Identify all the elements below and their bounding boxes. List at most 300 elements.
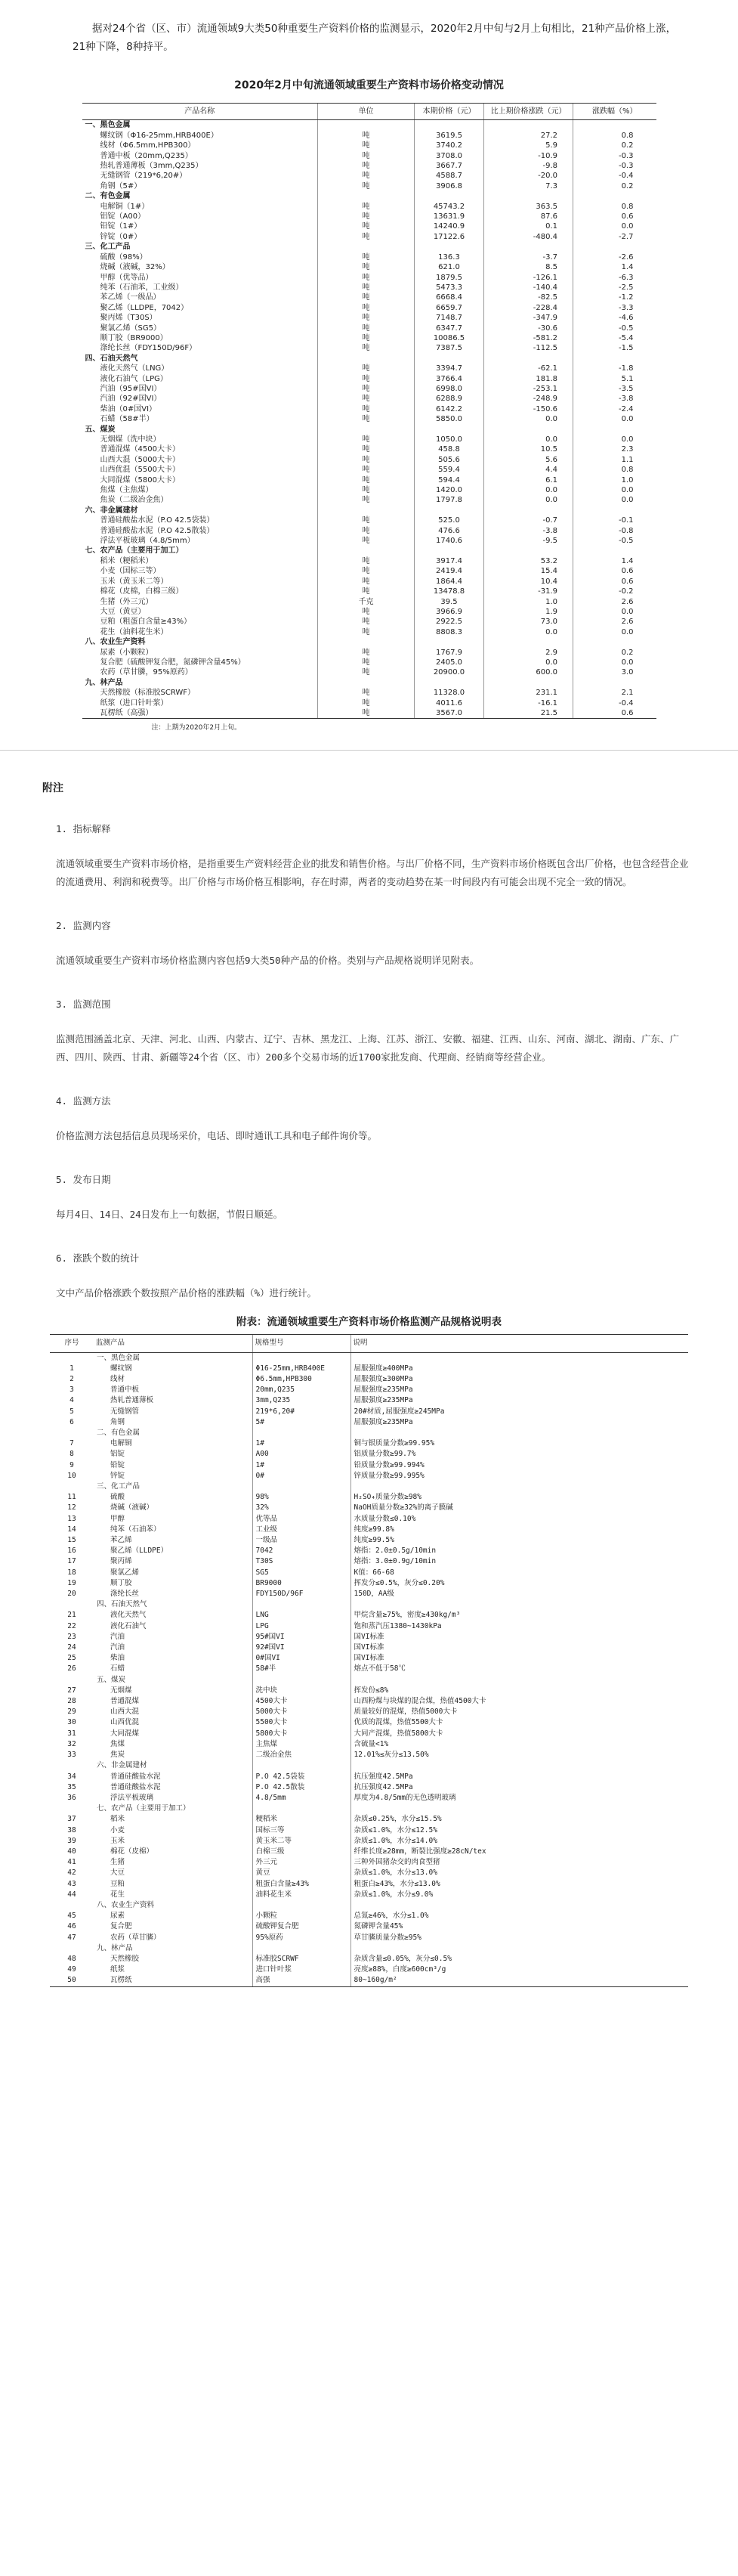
index-cell: 28: [67, 1697, 76, 1706]
spec-cell: 油料花生米: [252, 1890, 350, 1900]
pct-cell: 1.0: [573, 475, 656, 485]
table-row: [82, 414, 656, 424]
index-cell: 41: [67, 1858, 76, 1867]
unit-cell: 吨: [318, 627, 415, 637]
unit-cell: 吨: [318, 313, 415, 323]
pct-cell: -0.1: [573, 516, 656, 525]
unit-cell: 吨: [318, 324, 415, 333]
product-name-cell: 豆粕: [110, 1879, 125, 1888]
table-row: [50, 1836, 688, 1847]
unit-cell: 吨: [318, 232, 415, 242]
table-row: [50, 1610, 688, 1621]
product-name-cell: 铝锭: [110, 1450, 125, 1459]
index-cell: 8: [69, 1450, 74, 1459]
change-cell: -112.5: [484, 343, 573, 353]
pct-cell: -0.3: [573, 151, 656, 161]
change-cell: 0.0: [484, 485, 573, 495]
price-cell: [415, 354, 484, 364]
desc-cell: [350, 1599, 688, 1610]
table-row: [50, 1632, 688, 1643]
table-row: [82, 141, 656, 150]
note-1-title: 1. 指标解释: [56, 823, 111, 835]
spec-cell: 92#国VI: [252, 1643, 350, 1653]
product-name-cell: 硫酸（98%）: [100, 252, 147, 262]
table-row: [50, 1643, 688, 1653]
table-row: [82, 617, 656, 627]
product-name-cell: 大豆（黄豆）: [100, 607, 146, 616]
unit-cell: 吨: [318, 343, 415, 353]
product-name-cell: 浮法平板玻璃: [110, 1793, 154, 1802]
unit-cell: 吨: [318, 212, 415, 221]
table-row: [50, 1814, 688, 1825]
change-cell: 10.5: [484, 444, 573, 454]
price-cell: 6659.7: [415, 303, 484, 313]
change-cell: -9.8: [484, 161, 573, 171]
table-row: [82, 465, 656, 475]
index-cell: 35: [67, 1782, 76, 1791]
price-cell: [415, 506, 484, 516]
table-row: [50, 1696, 688, 1707]
price-cell: 11328.0: [415, 688, 484, 698]
note-3-body: 监测范围涵盖北京、天津、河北、山西、内蒙古、辽宁、吉林、黑龙江、上海、江苏、浙江、安徽、福建、江西、山东、河南、湖北、湖南、广东、广西、四川、陕西、甘肃、新疆等24个省（区、市）200多个交易市场的近1700家批发商、代理商、经销商等经营企业。: [56, 1033, 680, 1064]
unit-cell: 吨: [318, 708, 415, 719]
spec-cell: [252, 1760, 350, 1771]
spec-cell: [252, 1900, 350, 1911]
index-cell: 19: [67, 1578, 76, 1587]
product-name-cell: 焦炭: [110, 1751, 125, 1760]
table-row: [50, 1879, 688, 1890]
product-name-cell: 热轧普通薄板（3mm,Q235）: [100, 162, 203, 171]
change-cell: [484, 637, 573, 647]
spec-cell: [252, 1675, 350, 1686]
price-cell: [415, 425, 484, 435]
price-cell: 1050.0: [415, 435, 484, 444]
pct-cell: -0.4: [573, 698, 656, 708]
change-cell: -480.4: [484, 232, 573, 242]
table-row: [50, 1847, 688, 1857]
product-name-cell: 硫酸: [110, 1493, 125, 1502]
product-name-cell: 玉米（黄玉米二等）: [100, 577, 168, 586]
change-cell: -126.1: [484, 273, 573, 283]
divider: [0, 750, 738, 751]
product-name-cell: 无烟煤（洗中块）: [100, 435, 161, 444]
product-name-cell: 聚乙烯（LLDPE）: [110, 1547, 168, 1556]
pct-cell: -0.2: [573, 587, 656, 596]
table-row: [50, 1503, 688, 1513]
change-cell: 5.6: [484, 455, 573, 465]
header-price: 本期价格（元）: [415, 104, 484, 120]
spec-cell: 95%原药: [252, 1933, 350, 1943]
unit-cell: 吨: [318, 617, 415, 627]
product-name-cell: 普通混煤: [110, 1697, 140, 1706]
unit-cell: [318, 546, 415, 556]
desc-cell: 抗压强度42.5MPa: [350, 1782, 688, 1793]
table-row: [50, 1621, 688, 1632]
unit-cell: 吨: [318, 667, 415, 677]
spec-cell: 20mm,Q235: [252, 1385, 350, 1395]
change-cell: [484, 546, 573, 556]
desc-cell: [350, 1428, 688, 1438]
price-cell: 505.6: [415, 455, 484, 465]
product-name-cell: 柴油（0#国VI）: [100, 404, 157, 413]
unit-cell: [318, 120, 415, 131]
product-name-cell: 烧碱（液碱，32%）: [100, 263, 170, 272]
change-cell: -150.6: [484, 404, 573, 414]
product-name-cell: 纯苯（石油苯）: [110, 1525, 161, 1534]
unit-cell: 吨: [318, 221, 415, 231]
desc-cell: 80~160g/m²: [350, 1975, 688, 1986]
product-name-cell: 四、石油天然气: [97, 1600, 147, 1609]
table-row: [82, 526, 656, 536]
change-cell: -248.9: [484, 394, 573, 404]
product-name-cell: 六、非金属建材: [97, 1761, 147, 1770]
change-cell: [484, 191, 573, 201]
product-name-cell: 热轧普通薄板: [110, 1396, 154, 1405]
product-name-cell: 聚乙烯（LLDPE，7042）: [100, 303, 189, 312]
index-cell: 44: [67, 1890, 76, 1899]
table-row: [50, 1653, 688, 1664]
price-cell: 1879.5: [415, 273, 484, 283]
product-name-cell: 铅锭: [110, 1460, 125, 1469]
change-cell: [484, 425, 573, 435]
intro-paragraph: 据对24个省（区、市）流通领域9大类50种重要生产资料价格的监测显示，2020年2月中旬与2月上旬相比，21种产品价格上涨，21种下降，8种持平。: [73, 23, 677, 53]
table-row: [82, 587, 656, 596]
price-cell: 13478.8: [415, 587, 484, 596]
product-name-cell: 普通中板: [110, 1386, 140, 1395]
product-name-cell: 七、农产品（主要用于加工）: [85, 546, 184, 556]
unit-cell: 吨: [318, 485, 415, 495]
pct-cell: -1.2: [573, 293, 656, 302]
product-name-cell: 顺丁胶（BR9000）: [100, 333, 168, 342]
pct-cell: [573, 546, 656, 556]
price-cell: 3619.5: [415, 131, 484, 141]
change-cell: 1.0: [484, 597, 573, 607]
price-cell: 3394.7: [415, 364, 484, 373]
product-name-cell: 小麦（国标三等）: [100, 567, 161, 576]
price-cell: 39.5: [415, 597, 484, 607]
table-row: [82, 556, 656, 566]
desc-cell: 铅质量分数≥99.994%: [350, 1460, 688, 1471]
price-cell: 1864.4: [415, 577, 484, 587]
table-row: [50, 1449, 688, 1460]
desc-cell: K值：66-68: [350, 1568, 688, 1578]
product-name-cell: 普通中板（20mm,Q235）: [100, 151, 193, 160]
price-cell: 13631.9: [415, 212, 484, 221]
desc-cell: 熔点不低于58℃: [350, 1664, 688, 1674]
table-row: [82, 252, 656, 262]
unit-cell: 吨: [318, 566, 415, 576]
index-cell: 50: [50, 1975, 94, 1986]
price-cell: 4011.6: [415, 698, 484, 708]
spec-cell: 5500大卡: [252, 1717, 350, 1728]
index-cell: 49: [67, 1965, 76, 1974]
change-cell: -31.9: [484, 587, 573, 596]
header-product: 监测产品: [94, 1335, 252, 1352]
desc-cell: 甲烷含量≥75%，密度≥430kg/m³: [350, 1610, 688, 1621]
table-row: [50, 1890, 688, 1900]
unit-cell: 吨: [318, 202, 415, 212]
price-cell: 7387.5: [415, 343, 484, 353]
change-cell: 363.5: [484, 202, 573, 212]
index-cell: 29: [67, 1708, 76, 1717]
product-name-cell: 无烟煤: [110, 1686, 132, 1695]
category-row: [50, 1900, 688, 1911]
product-name-cell: 液化石油气（LPG）: [100, 374, 168, 383]
table2-title: 附表：流通领域重要生产资料市场价格监测产品规格说明表: [236, 1316, 502, 1329]
price-cell: 6668.4: [415, 293, 484, 302]
product-name-cell: 纸浆: [110, 1965, 125, 1974]
change-cell: -228.4: [484, 303, 573, 313]
price-cell: 8808.3: [415, 627, 484, 637]
product-name-cell: 山西大混（5000大卡）: [100, 455, 180, 464]
product-name-cell: 苯乙烯: [110, 1536, 132, 1545]
table-row: [82, 698, 656, 708]
spec-cell: A00: [252, 1449, 350, 1460]
desc-cell: 杂质≤1.0%，水分≤12.5%: [350, 1825, 688, 1836]
product-name-cell: 稻米: [110, 1815, 125, 1824]
header-no: 序号: [50, 1335, 94, 1352]
change-cell: -30.6: [484, 324, 573, 333]
product-name-cell: 九、林产品: [85, 678, 123, 687]
product-name-cell: 山西大混: [110, 1708, 140, 1717]
table-row: [82, 516, 656, 525]
product-name-cell: 天然橡胶: [110, 1954, 140, 1963]
price-cell: 594.4: [415, 475, 484, 485]
unit-cell: 吨: [318, 293, 415, 302]
price-cell: 476.6: [415, 526, 484, 536]
spec-cell: [252, 1352, 350, 1364]
product-name-cell: 苯乙烯（一级品）: [100, 293, 161, 302]
change-cell: -82.5: [484, 293, 573, 302]
spec-cell: 主焦煤: [252, 1739, 350, 1750]
spec-cell: P.O 42.5袋装: [252, 1772, 350, 1782]
pct-cell: -6.3: [573, 273, 656, 283]
spec-cell: 1#: [252, 1460, 350, 1471]
spec-cell: 95#国VI: [252, 1632, 350, 1643]
product-name-cell: 一、黑色金属: [85, 121, 131, 130]
product-name-cell: 尿素（小颗粒）: [100, 648, 153, 657]
unit-cell: 吨: [318, 495, 415, 505]
table-row: [50, 1911, 688, 1921]
table-row: [50, 1407, 688, 1417]
index-cell: 21: [67, 1611, 76, 1620]
table-row: [50, 1535, 688, 1546]
product-name-cell: 石蜡: [110, 1664, 125, 1673]
index-cell: 47: [67, 1933, 76, 1942]
unit-cell: 吨: [318, 374, 415, 384]
index-cell: 14: [67, 1525, 76, 1534]
table-row: [50, 1717, 688, 1728]
pct-cell: 1.1: [573, 455, 656, 465]
spec-cell: [252, 1428, 350, 1438]
product-name-cell: 稻米（粳稻米）: [100, 556, 153, 565]
table-row: [82, 475, 656, 485]
desc-cell: 草甘膦质量分数≥95%: [350, 1933, 688, 1943]
note-4-title: 4. 监测方法: [56, 1095, 111, 1107]
desc-cell: 杂质≤1.0%，水分≤14.0%: [350, 1836, 688, 1847]
product-name-cell: 天然橡胶（标准胶SCRWF）: [100, 689, 196, 698]
price-cell: 3966.9: [415, 607, 484, 617]
product-name-cell: 聚丙烯（T30S）: [100, 314, 157, 323]
table-row: [82, 444, 656, 454]
unit-cell: 吨: [318, 648, 415, 658]
product-name-cell: 棉花（皮棉）: [110, 1847, 154, 1856]
pct-cell: [573, 506, 656, 516]
price-cell: 14240.9: [415, 221, 484, 231]
index-cell: 20: [67, 1590, 76, 1599]
spec-cell: 洗中块: [252, 1686, 350, 1696]
index-cell: 24: [67, 1643, 76, 1652]
unit-cell: [318, 242, 415, 252]
table-row: [82, 151, 656, 161]
category-row: [50, 1804, 688, 1814]
index-cell: 17: [67, 1557, 76, 1566]
notes-section: [0, 779, 738, 1302]
unit-cell: 吨: [318, 688, 415, 698]
spec-cell: SG5: [252, 1568, 350, 1578]
note-1-body: 流通领域重要生产资料市场价格，是指重要生产资料经营企业的批发和销售价格。与出厂价格不同，生产资料市场价格既包含出厂价格，也包含经营企业的流通费用、利润和税费等。出厂价格与市场价格互相影响，存在时滞，两者的变动趋势在某一时间段内有可能会出现不完全一致的情况。: [56, 858, 689, 888]
table-row: [50, 1546, 688, 1556]
product-name-cell: 液化石油气: [110, 1621, 147, 1630]
table1-title: 2020年2月中旬流通领域重要生产资料市场价格变动情况: [234, 79, 504, 91]
price-cell: 2405.0: [415, 658, 484, 667]
product-name-cell: 复合肥（硫酸钾复合肥，氮磷钾含量45%）: [100, 658, 245, 667]
product-name-cell: 九、林产品: [97, 1943, 133, 1952]
index-cell: 15: [67, 1536, 76, 1545]
product-name-cell: 大同混煤: [110, 1729, 140, 1738]
product-name-cell: 汽油（92#国VI）: [100, 395, 162, 404]
table-row: [82, 283, 656, 293]
product-name-cell: 汽油: [110, 1643, 125, 1652]
category-row: [82, 191, 656, 201]
table-row: [50, 1707, 688, 1717]
product-name-cell: 山西优混: [110, 1718, 140, 1727]
unit-cell: 吨: [318, 475, 415, 485]
pct-cell: 0.0: [573, 658, 656, 667]
product-name-cell: 小麦: [110, 1825, 125, 1834]
product-name-cell: 铝锭（A00）: [100, 212, 146, 221]
unit-cell: 吨: [318, 465, 415, 475]
category-row: [50, 1352, 688, 1364]
category-row: [82, 120, 656, 131]
product-name-cell: 涤纶长丝（FDY150D/96F）: [100, 344, 197, 353]
spec-cell: 58#半: [252, 1664, 350, 1674]
pct-cell: -5.4: [573, 333, 656, 343]
product-name-cell: 山西优混（5500大卡）: [100, 466, 180, 475]
price-cell: [415, 191, 484, 201]
change-cell: [484, 678, 573, 688]
desc-cell: 熔指：3.0±0.9g/10min: [350, 1556, 688, 1567]
product-name-cell: 焦煤: [110, 1739, 125, 1748]
price-cell: [415, 120, 484, 131]
product-name-cell: 焦炭（二级冶金焦）: [100, 496, 168, 505]
pct-cell: -1.8: [573, 364, 656, 373]
table-row: [50, 1514, 688, 1525]
price-cell: 2922.5: [415, 617, 484, 627]
pct-cell: 0.6: [573, 566, 656, 576]
table-row: [82, 262, 656, 272]
product-name-cell: 瓦楞纸（高强）: [82, 708, 318, 719]
desc-cell: [350, 1675, 688, 1686]
desc-cell: 杂质≤1.0%，水分≤9.0%: [350, 1890, 688, 1900]
unit-cell: 吨: [318, 333, 415, 343]
unit-cell: 吨: [318, 131, 415, 141]
change-cell: [484, 120, 573, 131]
price-cell: [415, 678, 484, 688]
index-cell: [50, 1900, 94, 1911]
unit-cell: [318, 506, 415, 516]
index-cell: 13: [67, 1514, 76, 1523]
pct-cell: 0.8: [573, 465, 656, 475]
category-row: [82, 546, 656, 556]
desc-cell: 熔指：2.0±0.5g/10min: [350, 1546, 688, 1556]
table-row: [50, 1686, 688, 1696]
index-cell: 34: [67, 1772, 76, 1781]
pct-cell: -2.6: [573, 252, 656, 262]
product-name-cell: 玉米: [110, 1836, 125, 1845]
price-cell: 1740.6: [415, 536, 484, 546]
index-cell: [50, 1760, 94, 1771]
spec-table: [50, 1334, 688, 1986]
unit-cell: [318, 637, 415, 647]
spec-cell: 5000大卡: [252, 1707, 350, 1717]
desc-cell: 含硫量<1%: [350, 1739, 688, 1750]
index-cell: 3: [69, 1386, 74, 1395]
product-name-cell: 八、农业生产资料: [97, 1900, 155, 1909]
pct-cell: 5.1: [573, 374, 656, 384]
category-row: [50, 1482, 688, 1492]
table-row: [50, 1589, 688, 1599]
table-row: [82, 202, 656, 212]
price-cell: 3708.0: [415, 151, 484, 161]
change-cell: 27.2: [484, 131, 573, 141]
table-row: [82, 293, 656, 302]
note-4-body: 价格监测方法包括信息员现场采价，电话、即时通讯工具和电子邮件询价等。: [56, 1130, 378, 1142]
pct-cell: 0.6: [573, 577, 656, 587]
spec-cell: 4.8/5mm: [252, 1793, 350, 1804]
product-name-cell: 电解铜（1#）: [100, 202, 150, 211]
price-cell: 559.4: [415, 465, 484, 475]
desc-cell: 铜与银质量分数≥99.95%: [350, 1438, 688, 1449]
index-cell: 1: [69, 1364, 74, 1373]
price-table-header: [82, 104, 656, 120]
change-cell: 0.0: [484, 414, 573, 424]
desc-cell: 屈服强度≥235MPa: [350, 1385, 688, 1395]
change-cell: 10.4: [484, 577, 573, 587]
pct-cell: -3.3: [573, 303, 656, 313]
desc-cell: [350, 1482, 688, 1492]
spec-cell: P.O 42.5散装: [252, 1782, 350, 1793]
pct-cell: 2.1: [573, 688, 656, 698]
unit-cell: 吨: [318, 283, 415, 293]
index-cell: 10: [67, 1471, 76, 1480]
change-cell: [484, 354, 573, 364]
desc-cell: 纯度≥99.5%: [350, 1535, 688, 1546]
table-row: [82, 324, 656, 333]
index-cell: 39: [67, 1836, 76, 1845]
desc-cell: 粗蛋白≥43%，水分≤13.0%: [350, 1879, 688, 1890]
product-name-cell: 无缝钢管（219*6,20#）: [100, 172, 187, 181]
product-name-cell: 角钢: [110, 1417, 125, 1426]
spec-cell: 4500大卡: [252, 1696, 350, 1707]
table-row: [50, 1954, 688, 1965]
header-spec: 规格型号: [252, 1335, 350, 1352]
price-cell: [415, 637, 484, 647]
unit-cell: 吨: [318, 516, 415, 525]
table-row: [50, 1374, 688, 1385]
unit-cell: 吨: [318, 161, 415, 171]
table-row: [50, 1364, 688, 1374]
